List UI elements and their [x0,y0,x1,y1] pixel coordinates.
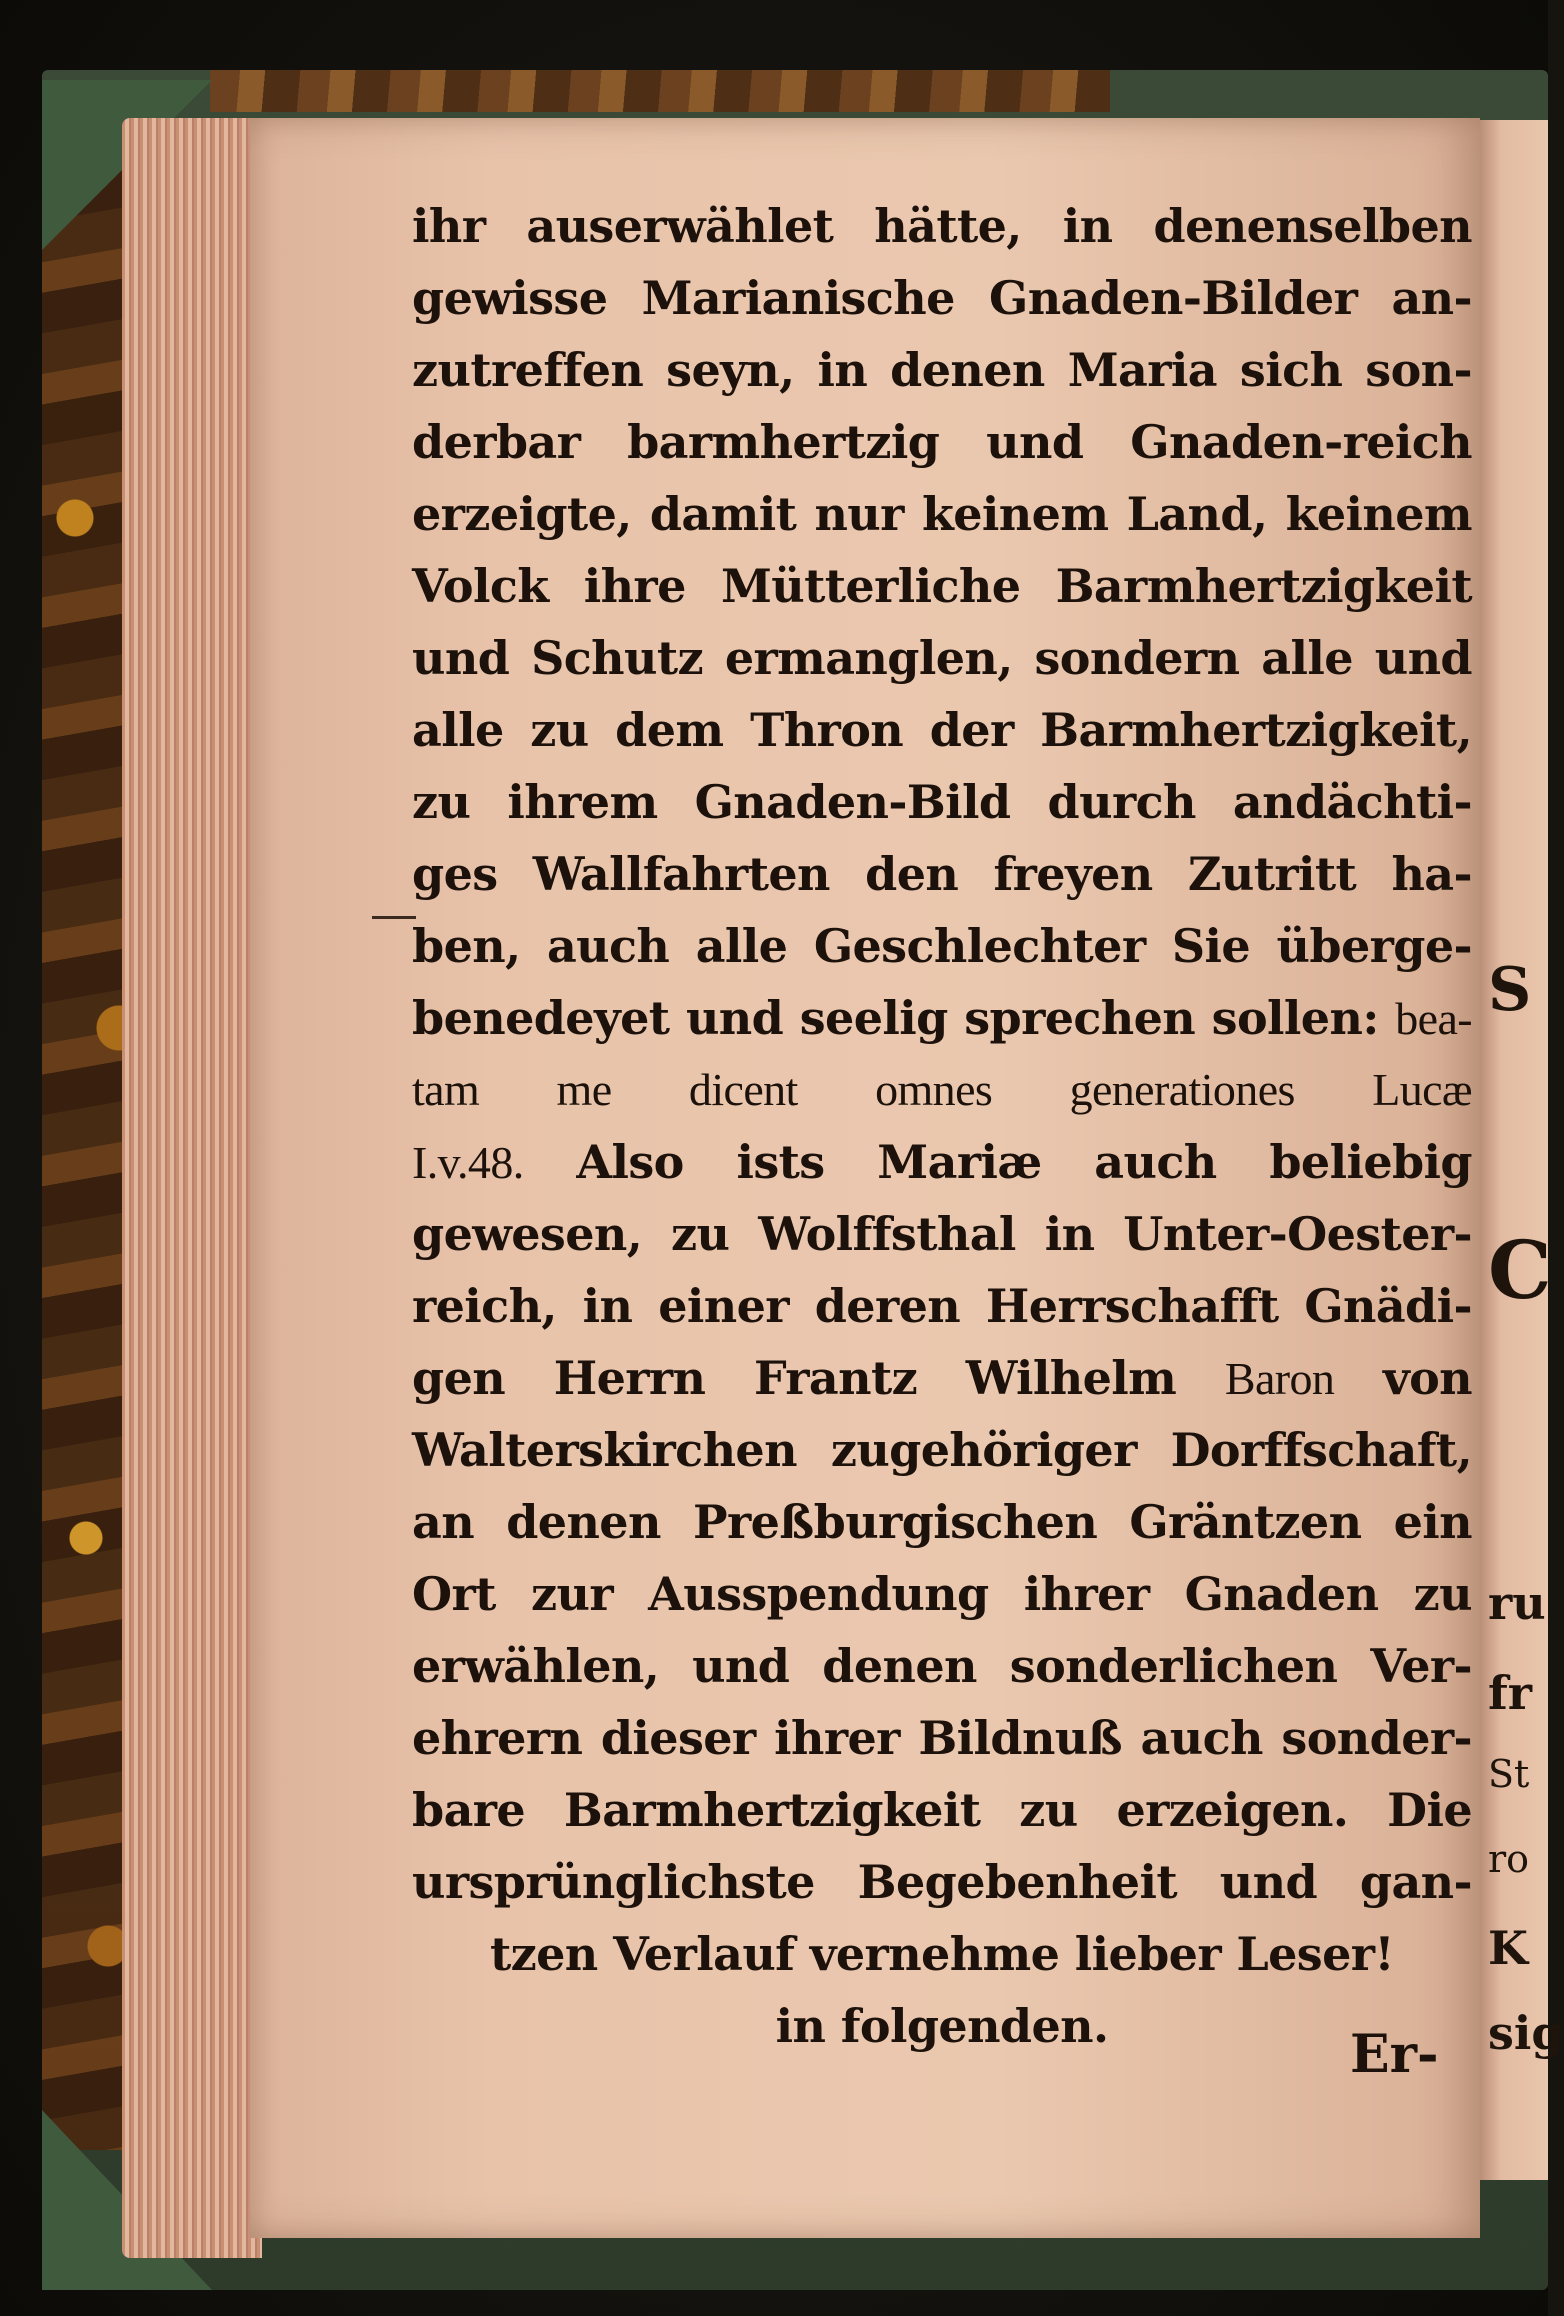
page-text [412,190,1472,2062]
text-line: ges Wallfahrten den freyen Zutritt ha- [412,847,1472,901]
latin-segment: bea- [1395,993,1473,1044]
margin-dash [372,916,416,919]
latin-segment: Baron [1224,1353,1335,1404]
text-line: tzen Verlauf vernehme lieber Leser! [489,1927,1395,1981]
next-page-fragment: K [1488,1921,1528,1975]
text-line: alle zu dem Thron der Barmhertzigkeit, [412,703,1472,757]
text-line: Ort zur Ausspendung ihrer Gnaden zu [412,1567,1472,1621]
next-page-fragment: S [1488,955,1532,1025]
text-line: derbar barmhertzig und Gnaden-reich [412,415,1472,469]
text-line [412,1342,1472,1414]
text-line: Walterskirchen zugehöriger Dorffschaft, [412,1423,1472,1477]
page-edges [122,118,262,2258]
catchword: Er- [1350,2024,1439,2085]
text-line: erwählen, und denen sonderlichen Ver- [412,1639,1472,1693]
cover-marbling-top [210,70,1110,112]
text-line: an denen Preßburgischen Gräntzen ein [412,1495,1472,1549]
text-line [412,982,1472,1054]
closing-line: in folgenden. [775,1999,1109,2053]
text-line: ursprünglichste Begebenheit und gan- [412,1855,1472,1909]
text-line: gewisse Marianische Gnaden-Bilder an- [412,271,1472,325]
text-segment: benedeyet und seelig sprechen sollen: [412,991,1379,1045]
text-segment: Also ists Mariæ auch beliebig [576,1135,1472,1189]
text-line: ehrern dieser ihrer Bildnuß auch sonder- [412,1711,1472,1765]
text-line: bare Barmhertzigkeit zu erzeigen. Die [412,1783,1472,1837]
text-line: erzeigte, damit nur keinem Land, keinem [412,487,1472,541]
text-line: ben, auch alle Geschlechter Sie überge- [412,919,1472,973]
text-line: Volck ihre Mütterliche Barmhertzigkeit [412,559,1472,613]
text-line [412,1126,1472,1198]
next-page-fragment: ru [1488,1576,1546,1630]
verse-reference: I.v.48. [412,1137,524,1188]
text-line: zu ihrem Gnaden-Bild durch andächti- [412,775,1472,829]
next-page-fragment: ro [1488,1837,1530,1881]
text-line: zutreffen seyn, in denen Maria sich son- [412,343,1472,397]
text-line: und Schutz ermanglen, sondern alle und [412,631,1472,685]
next-page-fragment: St [1488,1752,1530,1796]
text-segment: gen Herrn Frantz Wilhelm [412,1351,1177,1405]
latin-line: tam me dicent omnes generationes Lucæ [412,1064,1472,1115]
next-page-fragment: fr [1488,1666,1533,1720]
next-page-fragment: sig [1488,2006,1564,2060]
text-segment: von [1382,1351,1473,1405]
next-page-fragment: C [1488,1223,1552,1317]
text-line: ihr auserwählet hätte, in denenselben [412,199,1472,253]
text-line: gewesen, zu Wolffsthal in Unter-Oester- [412,1207,1472,1261]
text-line: reich, in einer deren Herrschafft Gnädi- [412,1279,1472,1333]
